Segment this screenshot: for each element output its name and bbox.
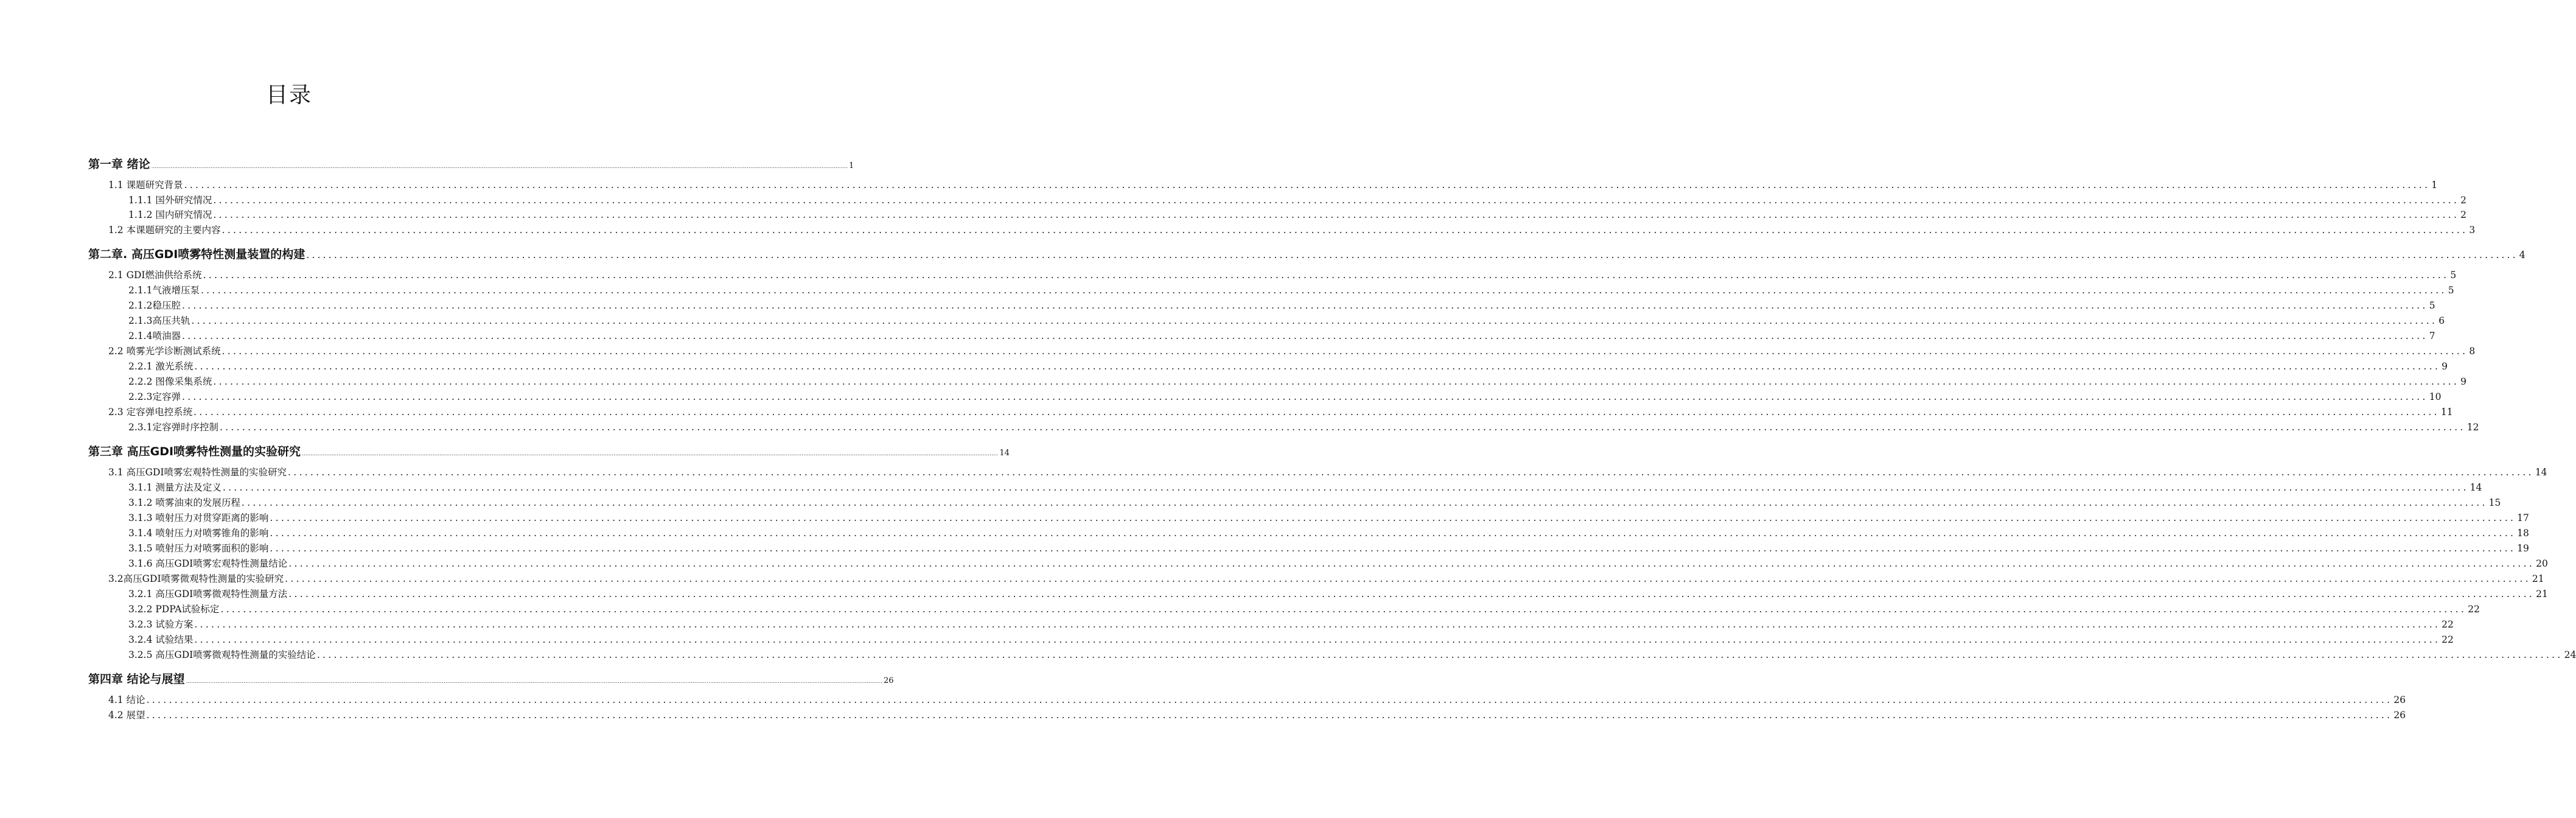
toc-leader-dots: ................................................................................................................................................................................................................................................................................................................................................................................................................: [194, 407, 2440, 418]
toc-leader-dots: ................................................................................................................................................................................................................................................................................................................................................................................................................: [181, 330, 2428, 341]
toc-leader-dots: ................................................................................................................................................................................................................................................................................................................................................................................................................: [241, 497, 2488, 508]
toc-leader-dots: ................................................................................................................................................................................................................................................................................................................................................................................................................: [151, 164, 848, 170]
toc-entry-label: 3.2.3 试验方案: [128, 619, 194, 630]
toc-entry[interactable]: [128, 208, 2467, 221]
toc-entry-label: 2.1.3高压共轨: [128, 315, 190, 326]
toc-entry-page: 6: [2438, 315, 2445, 326]
toc-entry[interactable]: [128, 193, 2467, 206]
toc-leader-dots: ................................................................................................................................................................................................................................................................................................................................................................................................................: [200, 285, 2447, 296]
toc-entry-page: 5: [2448, 285, 2454, 296]
toc-leader-dots: ................................................................................................................................................................................................................................................................................................................................................................................................................: [213, 376, 2460, 387]
toc-entry-label: 3.1.4 喷射压力对喷雾锥角的影响: [128, 528, 269, 539]
toc-entry[interactable]: [108, 465, 2547, 478]
toc-entry[interactable]: [128, 648, 2576, 661]
toc-entry[interactable]: [108, 178, 2438, 191]
toc-entry-label: 2.1.4喷油器: [128, 330, 181, 341]
toc-entry[interactable]: [108, 405, 2453, 418]
toc-entry-page: 10: [2429, 391, 2442, 402]
toc-entry[interactable]: [88, 155, 854, 172]
toc-entry[interactable]: [88, 670, 894, 687]
toc-entry-page: 26: [2393, 694, 2406, 705]
toc-leader-dots: ................................................................................................................................................................................................................................................................................................................................................................................................................: [184, 180, 2431, 191]
toc-entry[interactable]: [108, 708, 2406, 721]
toc-entry-label: 1.1.1 国外研究情况: [128, 195, 212, 206]
toc-entry-page: 7: [2429, 330, 2435, 341]
toc-entry-label: 2.1.2稳压腔: [128, 300, 181, 311]
toc-entry-page: 14: [2535, 467, 2547, 478]
toc-entry-page: 22: [2442, 619, 2454, 630]
toc-entry-label: 3.2.2 PDPA试验标定: [128, 604, 220, 615]
toc-leader-dots: ................................................................................................................................................................................................................................................................................................................................................................................................................: [288, 589, 2535, 600]
toc-leader-dots: ................................................................................................................................................................................................................................................................................................................................................................................................................: [194, 634, 2441, 645]
toc-leader-dots: ................................................................................................................................................................................................................................................................................................................................................................................................................: [270, 543, 2516, 554]
toc-entry[interactable]: [128, 602, 2480, 615]
toc-entry-label: 4.2 展望: [108, 710, 145, 721]
toc-entry[interactable]: [128, 329, 2435, 342]
toc-entry-label: 3.1.3 喷射压力对贯穿距离的影响: [128, 512, 269, 523]
toc-entry-label: 2.2.3定容弹: [128, 391, 181, 402]
toc-entry-label: 3.2.1 高压GDI喷雾微观特性测量方法: [128, 589, 288, 600]
page-title: 目录: [265, 83, 312, 108]
toc-leader-dots: ................................................................................................................................................................................................................................................................................................................................................................................................................: [194, 619, 2441, 630]
toc-leader-dots: ................................................................................................................................................................................................................................................................................................................................................................................................................: [288, 467, 2534, 478]
toc-entry[interactable]: [128, 283, 2454, 296]
toc-leader-dots: ................................................................................................................................................................................................................................................................................................................................................................................................................: [203, 270, 2449, 281]
toc-entry-label: 2.3 定容弹电控系统: [108, 407, 193, 418]
toc-leader-dots: ................................................................................................................................................................................................................................................................................................................................................................................................................: [146, 694, 2393, 705]
toc-entry-page: 2: [2460, 195, 2467, 206]
toc-entry[interactable]: [128, 556, 2548, 570]
toc-entry-page: 20: [2536, 558, 2548, 569]
toc-entry-label: 第二章. 高压GDI喷雾特性测量装置的构建: [88, 248, 305, 261]
toc-entry[interactable]: [128, 617, 2454, 631]
toc-leader-dots: ................................................................................................................................................................................................................................................................................................................................................................................................................: [181, 300, 2428, 311]
toc-entry-label: 2.2.1 激光系统: [128, 361, 194, 372]
toc-entry-label: 1.2 本课题研究的主要内容: [108, 225, 221, 236]
toc-leader-dots: ................................................................................................................................................................................................................................................................................................................................................................................................................: [316, 649, 2563, 660]
toc-entry-page: 4: [2519, 249, 2525, 260]
toc-leader-dots: ................................................................................................................................................................................................................................................................................................................................................................................................................: [220, 604, 2467, 615]
toc-entry[interactable]: [128, 420, 2479, 433]
toc-entry-page: 22: [2442, 634, 2454, 645]
toc-entry[interactable]: [128, 374, 2467, 388]
toc-entry-page: 26: [883, 676, 894, 685]
toc-entry-label: 3.1.5 喷射压力对喷雾面积的影响: [128, 543, 269, 554]
toc-leader-dots: ................................................................................................................................................................................................................................................................................................................................................................................................................: [194, 361, 2441, 372]
toc-entry[interactable]: [88, 442, 1010, 459]
toc-entry-page: 12: [2466, 422, 2479, 433]
toc-entry-page: 22: [2468, 604, 2480, 615]
toc-entry-label: 第一章 绪论: [88, 158, 150, 171]
toc-entry[interactable]: [108, 572, 2544, 585]
toc-leader-dots: ................................................................................................................................................................................................................................................................................................................................................................................................................: [302, 451, 999, 457]
toc-entry-label: 3.2.4 试验结果: [128, 634, 194, 645]
toc-entry-label: 2.3.1定容弹时序控制: [128, 422, 218, 433]
toc-entry-page: 3: [2469, 225, 2476, 236]
toc-leader-dots: ................................................................................................................................................................................................................................................................................................................................................................................................................: [222, 482, 2469, 493]
toc-entry-page: 5: [2450, 270, 2457, 281]
toc-leader-dots: ................................................................................................................................................................................................................................................................................................................................................................................................................: [222, 346, 2468, 357]
toc-leader-dots: ................................................................................................................................................................................................................................................................................................................................................................................................................: [191, 315, 2438, 326]
toc-entry-page: 1: [2431, 180, 2438, 191]
toc-entry-page: 21: [2532, 573, 2544, 584]
toc-entry-label: 2.1 GDI燃油供给系统: [108, 270, 202, 281]
toc-entry[interactable]: [128, 359, 2448, 372]
toc-entry-label: 第三章 高压GDI喷雾特性测量的实验研究: [88, 445, 301, 458]
toc-leader-dots: ................................................................................................................................................................................................................................................................................................................................................................................................................: [222, 225, 2468, 236]
toc-leader-dots: ................................................................................................................................................................................................................................................................................................................................................................................................................: [181, 391, 2428, 402]
toc-entry-page: 15: [2488, 497, 2501, 508]
toc-entry-label: 1.1 课题研究背景: [108, 180, 183, 191]
toc-entry[interactable]: [128, 526, 2529, 539]
toc-leader-dots: ................................................................................................................................................................................................................................................................................................................................................................................................................: [270, 512, 2516, 523]
toc-entry[interactable]: [128, 298, 2435, 312]
toc-entry-page: 18: [2517, 528, 2529, 539]
toc-entry-label: 2.2.2 图像采集系统: [128, 376, 212, 387]
toc-entry-page: 11: [2440, 407, 2453, 418]
toc-entry-page: 26: [2393, 710, 2406, 721]
toc-entry-label: 3.1.6 高压GDI喷雾宏观特性测量结论: [128, 558, 288, 569]
toc-entry-page: 8: [2469, 346, 2476, 357]
toc-entry[interactable]: [128, 511, 2529, 524]
toc-entry[interactable]: [88, 245, 2525, 262]
toc-entry-page: 9: [2460, 376, 2467, 387]
toc-entry-label: 3.2高压GDI喷雾微观特性测量的实验研究: [108, 573, 284, 584]
toc-entry-page: 14: [2470, 482, 2482, 493]
toc-entry[interactable]: [128, 495, 2501, 509]
toc-leader-dots: ................................................................................................................................................................................................................................................................................................................................................................................................................: [213, 209, 2460, 220]
toc-entry-page: 17: [2517, 512, 2529, 523]
toc-entry[interactable]: [128, 480, 2482, 494]
toc-entry-page: 19: [2517, 543, 2529, 554]
toc-entry-label: 3.1.2 喷雾油束的发展历程: [128, 497, 240, 508]
toc-entry[interactable]: [108, 223, 2476, 236]
toc-entry[interactable]: [108, 268, 2457, 281]
toc-leader-dots: ................................................................................................................................................................................................................................................................................................................................................................................................................: [219, 422, 2466, 433]
toc-leader-dots: ................................................................................................................................................................................................................................................................................................................................................................................................................: [213, 195, 2460, 206]
toc-entry[interactable]: [128, 632, 2454, 646]
toc-leader-dots: ................................................................................................................................................................................................................................................................................................................................................................................................................: [285, 573, 2531, 584]
toc-entry-page: 14: [999, 449, 1010, 458]
toc-entry[interactable]: [108, 693, 2406, 706]
toc-entry-label: 3.1.1 测量方法及定义: [128, 482, 222, 493]
toc-entry-page: 5: [2429, 300, 2435, 311]
toc-leader-dots: ................................................................................................................................................................................................................................................................................................................................................................................................................: [306, 249, 2518, 260]
toc-entry-label: 2.1.1气液增压泵: [128, 285, 200, 296]
toc-entry-page: 24: [2564, 649, 2576, 660]
toc-leader-dots: ................................................................................................................................................................................................................................................................................................................................................................................................................: [186, 679, 882, 685]
toc-entry-page: 1: [848, 161, 854, 170]
toc-entry-label: 第四章 结论与展望: [88, 673, 185, 686]
toc-entry-page: 21: [2536, 589, 2548, 600]
toc-entry-label: 2.2 喷雾光学诊断测试系统: [108, 346, 221, 357]
toc-entry[interactable]: [108, 344, 2476, 357]
toc-leader-dots: ................................................................................................................................................................................................................................................................................................................................................................................................................: [146, 710, 2393, 721]
toc-entry[interactable]: [128, 313, 2445, 327]
toc-entry-label: 1.1.2 国内研究情况: [128, 209, 212, 220]
toc-entry[interactable]: [128, 390, 2442, 403]
toc-entry-page: 9: [2442, 361, 2448, 372]
toc-entry-label: 3.1 高压GDI喷雾宏观特性测量的实验研究: [108, 467, 287, 478]
toc-leader-dots: ................................................................................................................................................................................................................................................................................................................................................................................................................: [270, 528, 2516, 539]
toc-entry-label: 3.2.5 高压GDI喷雾微观特性测量的实验结论: [128, 649, 316, 660]
toc-leader-dots: ................................................................................................................................................................................................................................................................................................................................................................................................................: [288, 558, 2535, 569]
toc-entry[interactable]: [128, 587, 2548, 600]
toc-entry-label: 4.1 结论: [108, 694, 145, 705]
toc-entry-page: 2: [2460, 209, 2467, 220]
toc-entry[interactable]: [128, 541, 2529, 554]
